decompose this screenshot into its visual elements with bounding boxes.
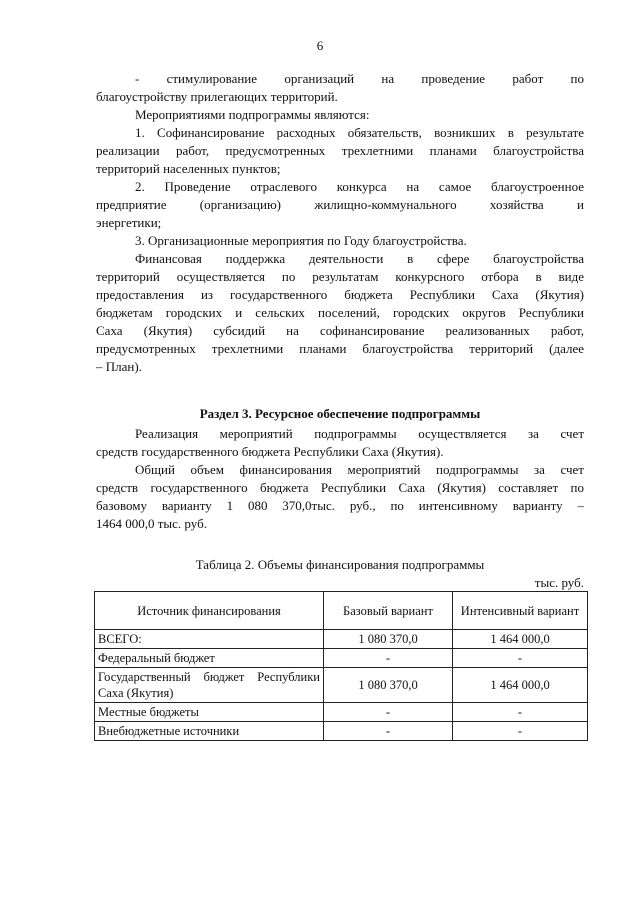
cell-intensive: - [453, 649, 588, 668]
table-row [95, 649, 588, 668]
financing-table [94, 591, 588, 741]
cell-base: - [324, 722, 453, 741]
cell-base: - [324, 649, 453, 668]
paragraph-line: 3. Организационные мероприятия по Году благоустройства. [135, 233, 467, 248]
paragraph-line: Саха (Якутия) субсидий на софинансирование реализованных работ, [96, 323, 584, 338]
table-caption: Таблица 2. Объемы финансирования подпрограммы [195, 557, 485, 572]
paragraph-line: предусмотренных трехлетними планами благоустройства территорий (далее [96, 341, 584, 356]
paragraph-line: предоставления из государственного бюджета Республики Саха (Якутия) [96, 287, 584, 302]
cell-intensive: - [453, 722, 588, 741]
page-number: 6 [316, 38, 324, 53]
body-text-top [96, 70, 584, 376]
paragraph-line: средств государственного бюджета Республики Саха (Якутия) составляет по [96, 480, 584, 495]
paragraph-line: территорий осуществляется по результатам конкурсного отбора в виде [96, 269, 584, 284]
paragraph-line: 1. Софинансирование расходных обязательств, возникших в результате [135, 125, 584, 140]
header-base: Базовый вариант [324, 592, 453, 630]
cell-source: ВСЕГО: [95, 630, 324, 649]
cell-base: 1 080 370,0 [324, 668, 453, 703]
header-source: Источник финансирования [95, 592, 324, 630]
paragraph-line: Финансовая поддержка деятельности в сфере благоустройства [135, 251, 584, 266]
cell-intensive: 1 464 000,0 [453, 630, 588, 649]
cell-base: - [324, 703, 453, 722]
paragraph-line: Общий объем финансирования мероприятий подпрограммы за счет [135, 462, 584, 477]
paragraph-line: территорий населенных пунктов; [96, 161, 281, 176]
paragraph-line: - стимулирование организаций на проведение работ по [135, 71, 584, 86]
paragraph-line: – План). [96, 359, 142, 374]
cell-intensive: 1 464 000,0 [453, 668, 588, 703]
paragraph-line: Реализация мероприятий подпрограммы осуществляется за счет [135, 426, 584, 441]
table-row [95, 630, 588, 649]
cell-source: Внебюджетные источники [95, 722, 324, 741]
paragraph-line: базовому варианту 1 080 370,0тыс. руб., по интенсивному варианту – [96, 498, 584, 513]
cell-base: 1 080 370,0 [324, 630, 453, 649]
paragraph-line: благоустройству прилегающих территорий. [96, 89, 338, 104]
paragraph-line: 2. Проведение отраслевого конкурса на самое благоустроенное [135, 179, 584, 194]
paragraph-line: Мероприятиями подпрограммы являются: [135, 107, 370, 122]
header-intensive: Интенсивный вариант [453, 592, 588, 630]
section-heading: Раздел 3. Ресурсное обеспечение подпрограммы [199, 406, 481, 421]
paragraph-line: средств государственного бюджета Республики Саха (Якутия). [96, 444, 444, 459]
table-units: тыс. руб. [534, 575, 584, 590]
paragraph-line: предприятие (организацию) жилищно-коммунального хозяйства и [96, 197, 584, 212]
cell-source: Федеральный бюджет [95, 649, 324, 668]
table-row [95, 668, 588, 703]
paragraph-line: 1464 000,0 тыс. руб. [96, 516, 207, 531]
paragraph-line: бюджетам городских и сельских поселений, городских округов Республики [96, 305, 584, 320]
paragraph-line: энергетики; [96, 215, 162, 230]
cell-source: Местные бюджеты [95, 703, 324, 722]
table-row [95, 722, 588, 741]
cell-source: Государственный бюджет Республики Саха (Якутия) [95, 668, 324, 703]
table-row [95, 703, 588, 722]
body-text-bottom [96, 425, 584, 533]
paragraph-line: реализации работ, предусмотренных трехлетними планами благоустройства [96, 143, 584, 158]
cell-intensive: - [453, 703, 588, 722]
table-header-row [95, 592, 588, 630]
